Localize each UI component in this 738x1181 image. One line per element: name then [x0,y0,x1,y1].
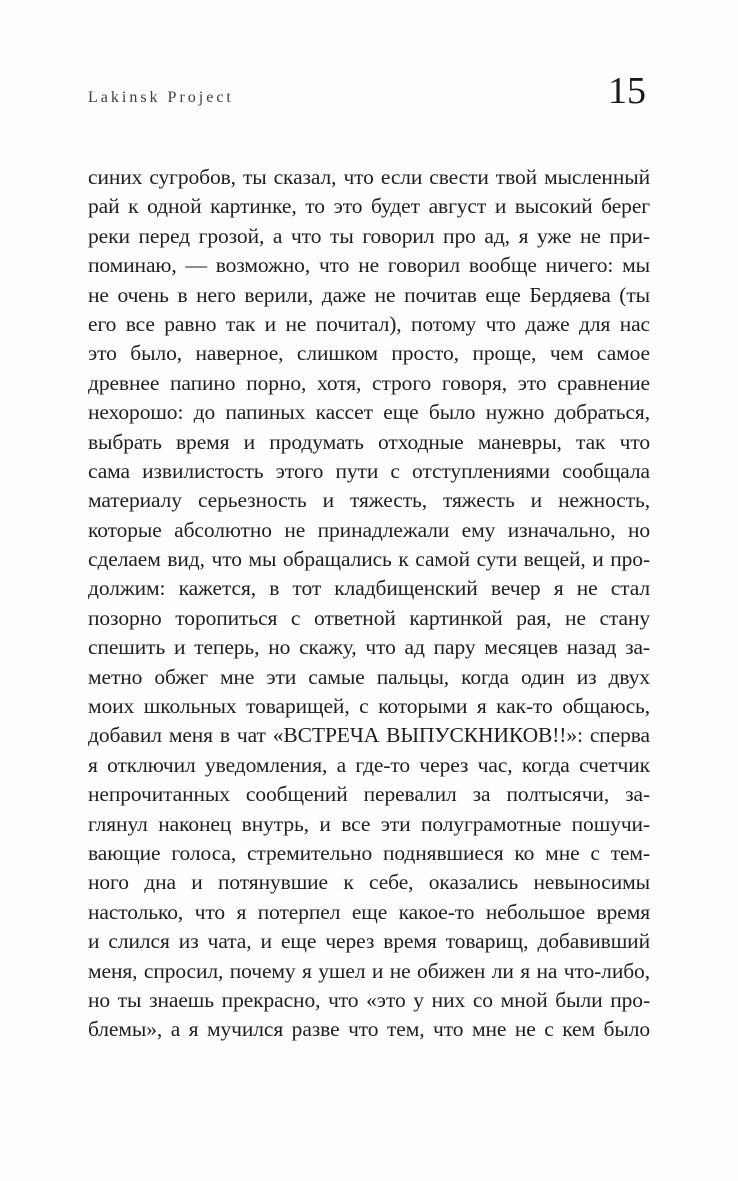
text-line: глянул наконец внутрь, и все эти полуграмотные пошучи- [88,811,650,836]
text-line: выбрать время и продумать отходные маневры, так что [88,429,650,454]
text-line: которые абсолютно не принадлежали ему изначально, но [88,517,650,542]
text-line: древнее папино порно, хотя, строго говоря, это сравнение [88,370,650,395]
text-line: синих сугробов, ты сказал, что если свести твой мысленный [88,165,650,189]
running-title: Lakinsk Project [88,89,234,106]
text-line: позорно торопиться с ответной картинкой рая, не стану [88,605,650,630]
text-line: моих школьных товарищей, с которыми я как-то общаюсь, [88,694,650,719]
text-line: не очень в него верили, даже не почитав еще Бердяева (ты [88,282,650,307]
text-line: настолько, что я потерпел еще какое-то небольшое время [88,899,650,924]
text-line: меня, спросил, почему я ушел и не обижен ли я на что-либо, [88,958,650,983]
text-line: я отключил уведомления, а где-то через час, когда счетчик [88,752,650,777]
body-text [88,163,650,1045]
text-line: это было, наверное, слишком просто, проще, чем самое [88,341,650,366]
text-line: поминаю, — возможно, что не говорил вообще ничего: мы [88,253,650,278]
text-line: добавил меня в чат «ВСТРЕЧА ВЫПУСКНИКОВ!!»: сперва [88,723,650,748]
text-line: рай к одной картинке, то это будет август и высокий берег [88,194,650,219]
text-line: блемы», а я мучился разве что тем, что мне не с кем было [88,1017,650,1042]
text-line: ного дна и потянувшие к себе, оказались невыносимы [88,870,650,895]
text-line: непрочитанных сообщений перевалил за полтысячи, за- [88,782,650,807]
text-line: спешить и теперь, но скажу, что ад пару месяцев назад за- [88,635,650,660]
text-line: нехорошо: до папиных кассет еще было нужно добраться, [88,400,650,425]
text-line: реки перед грозой, а что ты говорил про ад, я уже не при- [88,223,650,248]
page-number: 15 [608,70,646,112]
text-line: и слился из чата, и еще через время товарищ, добавивший [88,929,650,954]
text-line: вающие голоса, стремительно поднявшиеся ко мне с тем- [88,840,650,865]
text-line: сама извилистость этого пути с отступлениями сообщала [88,458,650,483]
text-line: должим: кажется, в тот кладбищенский вечер я не стал [88,576,650,601]
text-line: материалу серьезность и тяжесть, тяжесть и нежность, [88,488,650,513]
text-line: его все равно так и не почитал), потому что даже для нас [88,311,650,336]
text-line: сделаем вид, что мы обращались к самой сути вещей, и про- [88,547,650,572]
text-line: метно обжег мне эти самые пальцы, когда один из двух [88,664,650,689]
text-line: но ты знаешь прекрасно, что «это у них со мной были про- [88,987,650,1012]
